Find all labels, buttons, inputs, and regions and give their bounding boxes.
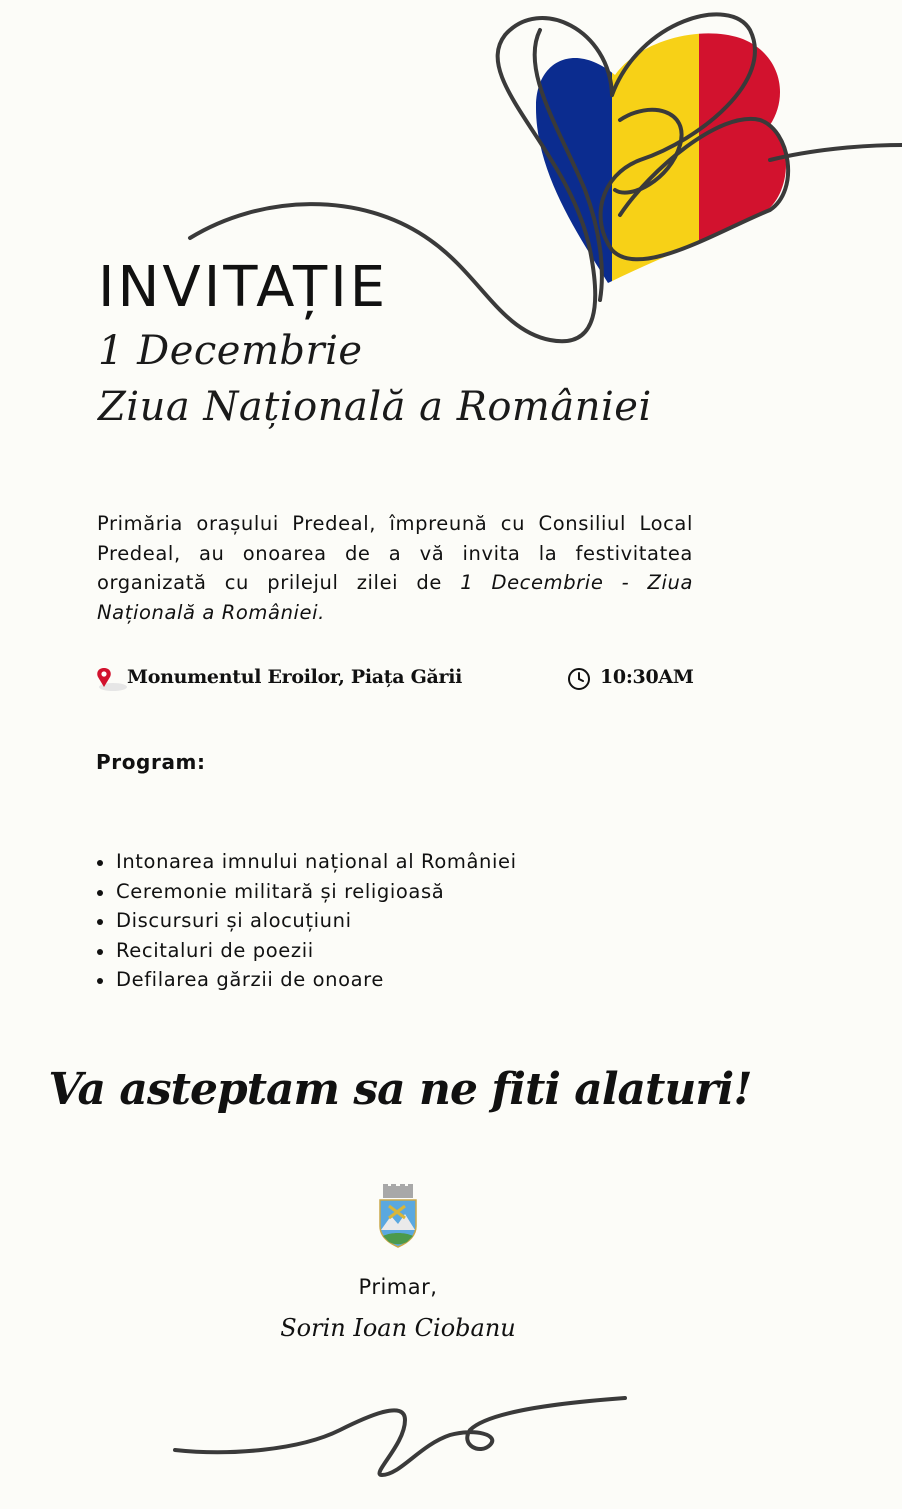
intro-paragraph bbox=[97, 509, 693, 627]
page-title: INVITAȚIE bbox=[98, 255, 389, 320]
program-item: Defilarea gărzii de onoare bbox=[96, 965, 517, 995]
event-details-row bbox=[94, 662, 694, 696]
program-item: Intonarea imnului național al României bbox=[96, 847, 517, 877]
time-text: 10:30AM bbox=[600, 666, 694, 688]
map-pin-icon bbox=[94, 666, 128, 692]
program-list bbox=[96, 847, 517, 995]
intro-italic-text: 1 Decembrie - Ziua Națională a României. bbox=[97, 571, 693, 624]
tail-line bbox=[770, 145, 902, 160]
mayor-title: Primar, bbox=[358, 1275, 438, 1299]
subtitle-date: 1 Decembrie bbox=[98, 328, 363, 374]
flag-yellow-band bbox=[612, 0, 699, 300]
mayor-signature: Sorin Ioan Ciobanu bbox=[280, 1314, 516, 1342]
program-item: Ceremonie militară și religioasă bbox=[96, 877, 517, 907]
program-item: Discursuri și alocuțiuni bbox=[96, 906, 517, 936]
city-crest-icon bbox=[377, 1184, 419, 1248]
location-text: Monumentul Eroilor, Piața Gării bbox=[127, 666, 463, 688]
closing-message: Va asteptam sa ne fiti alaturi! bbox=[48, 1064, 752, 1115]
clock-icon bbox=[567, 667, 591, 691]
subtitle-holiday: Ziua Națională a României bbox=[98, 384, 652, 430]
program-heading: Program: bbox=[96, 750, 206, 774]
intro-text: Primăria orașului Predeal, împreună cu Consiliul Local Predeal, au onoarea de a vă invita la festivitatea organizată cu prilejul zilei de bbox=[97, 512, 693, 594]
program-item: Recitaluri de poezii bbox=[96, 936, 517, 966]
decorative-swirl bbox=[170, 1390, 640, 1480]
